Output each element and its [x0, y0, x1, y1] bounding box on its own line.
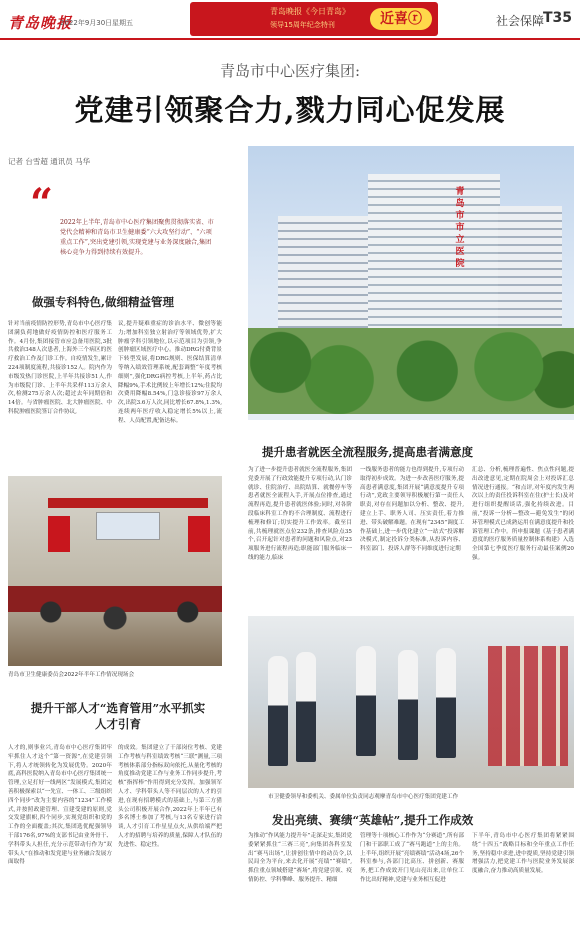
page-number: T35	[542, 10, 572, 26]
headline-kicker: 青岛市中心医疗集团:	[219, 62, 361, 80]
section-heading-talent: 提升干部人才“选育管用”水平抓实人才引育	[30, 701, 206, 731]
meeting-photo-caption: 青岛市卫生健康委员会2022年半年工作情况现场会	[8, 672, 135, 678]
section-service-col-2: 一线服务患者的能力也得到提升,专项行动取得初步成效。为进一步改善医疗服务,提高患者满意度,集团开展“满意度提升专项行动”,党政主要领导积极履行第一责任人职责,对存在问题加以分析、整改、提升,建立上手、职务人司、压实责任,着力推进、带头破解难题。在现有“2345”调度工作基础上,进一步优化建立“一站式”投诉解决模式,制定投诉分类标准,从投诉内容、科室部门、投诉人群等不同维度进行定期	[360, 467, 464, 553]
section-name: 社会保障	[495, 14, 544, 28]
section-performance-col-3: 下半年,青岛市中心医疗集团将紧紧围绕“十四五”战略目标和全年重点工作任务,坚持稳中求进,进中提质,坚持党建引领增强活力,把党建工作与医院业务发展深度融合,奋力推动高质量发展。	[472, 833, 574, 875]
hospital-sign: 青岛市市立医院	[455, 187, 465, 269]
section-service-col-1: 为了进一步提升患者就医全流程服务,集团党委开展了行政效能提升专项行动,认门诊就诊、住院治疗、出院结算、就餐停车等患者就医全流程入手,开展点位排查,通过流程再造,提升患者就医体验;同时,对各阶段临床科室工作的不合理制度、流程进行梳理和修订;切实提升工作效率。截至目前,共梳理就医点位232条,排查风险点35个,召开起针对患者的问题和风险点,对23项服务进行流程再造;职能部门服务临床一线的能力,临床	[248, 467, 352, 561]
summary-box	[24, 180, 214, 274]
section-talent-col-2: 的成效。集团建立了干部岗位考核、党建工作考核与科室绩效考核“三联”测量,三项考核体系部分指标双向依托,从量化考核的角度推动党建工作与业务工作同步提升,考核“指挥棒”作用得到充分发挥。加强领军人才、学科带头人等不同层次的人才的引进,在现有招聘模式的基础上,与第三方猎头公司积极开展合作,2022年上半年已有多名博士参加了考核,与13名专家进行洽谈,人才引育工作星星点火,从供给端严把人才的招聘与培养的质量,保障人才队伍的先进性、稳定性。	[118, 745, 222, 848]
section-talent-col-1: 人才的,则事业兴,青岛市中心医疗集团牢牢抓住人才这个“第一资源”,在党建引领下,将人才统领转化为发展优势。2020年底,高科医院纳入青岛市中心医疗集团统一管理,立足打好一线两区“发展模式,集团完善积极探索以“一先宣、一体工、三级组织 四个同步”改为主要内容的“1234”工作模式,并按照政建管理、宣建受建的原则,党交发建旗帜,四个同步,实现党组织和党的工作的全面覆盖;其次,集团选优配强领导干部176名,97%的支部书记由业务骨干、学科带头人担任,充分示范带动行作为“双带头人”在推动和发党建与业务融合发展方面取得	[8, 745, 112, 866]
quote-mark-icon: “	[30, 180, 54, 227]
meeting-photo	[8, 476, 222, 666]
anniversary-promo-banner	[190, 2, 438, 36]
section-performance-col-1: 为推动“作风能力提升年”走深走实,集团党委紧紧抓住“三赛三亮”,向集团各科室发出“赛马出场”,让拼创往情中的动员令,以民局全为平台,来去化开展“亮绩”“赛绩”,抓住重点领域搭建“赛场”,将党建引领、疫情防控、学科攀峰、服务提升、精细	[248, 833, 352, 883]
newspaper-logo: 青岛晚报	[8, 14, 73, 32]
section-heading-patient-service: 提升患者就医全流程服务,提高患者满意度	[262, 445, 474, 459]
masthead	[0, 0, 580, 40]
section-specialty-col-1: 针对当前疫情防控形势,青岛市中心医疗集团满负荷地做好疫情防控和医疗服务工作。4月份,集团接管市应急备用医院,3批共救治348人次患者,上海外三个病区的医疗救治工作及门诊工作。自疫情发生,累计224项制度流程,共接诊152人。院内作为市级发热门诊医院,上半年共接诊51人,作为市级院门诊、上半年共采样113万余人次,检测275万余人次;超过去年同期倍和14倍。与省肿瘤医院、北大肿瘤医院、中科院肿瘤医院签订合作协议,	[8, 321, 112, 415]
promo-badge: 近喜ⓡ	[370, 8, 432, 30]
summary-text: 2022年上半年,青岛市中心医疗集团聚焦贯彻落实省、市党代会精神和青岛市卫生健康委“六大攻坚行动”、“六项重点工作”,突出党建引领,实现党建与业务深度融合,集团核心竞争力得到持续有效提升。	[60, 219, 214, 256]
hospital-building-photo	[248, 146, 574, 420]
byline: 记者 台雪超 通讯员 马华	[8, 157, 91, 166]
section-service-col-3: 汇总、分析,梳理普遍性、焦点性问题,提出改进意见,定期在院周会上对投诉汇总情况进行通报。“和点评,对年度内发生两次以上的责任投诉科室在住(护士长)及对进行组织提醒谈话,强化持续改进。目前,“投诉一分析—整改—避免发生”的闭环管理模式已成熟运用在满意度提升和投诉管理工作中。所申报课题《基于患者满意度的医疗服务质量控制体系构建》入选全国第七季度医疗服务行动最佳案例20强。	[472, 467, 574, 561]
section-heading-performance: 发出亮绩、赛绩“英雄帖”,提升工作成效	[272, 813, 474, 827]
section-specialty-col-2: 议,提升疑难重症的诊治水平、微创等能力;增加科室独立射治疗等领域优势,扩大肿瘤学科引领地位,以示范项目为引领,争创肿瘤区域医疗中心。推动DRG付费背景下转型发展,将DRG规则、医保结算清单等纳入绩效管理系统,配套调整“年度考核细则”,强化DRG病控考核,上半年,药占比降幅9%,手术比例较上年增长12%;住院均次费用降幅8.54%,门急诊接诊97万余人次,出院3.6万人次,同比增长67.8%,1.3%,连续两年医疗收入稳定增长5%以上,流程、人员配置,配备达标。	[118, 321, 222, 424]
inspection-visit-photo	[248, 616, 574, 788]
visit-photo-caption: 市卫健委领导和委机关、委属单位负责同志观摩青岛市中心医疗集团党建工作	[268, 794, 459, 800]
headline: 党建引领聚合力,戮力同心促发展	[74, 93, 506, 127]
promo-line-1: 青岛晚报《今日青岛》	[270, 7, 350, 16]
section-performance-col-2: 管理等十项核心工作作为“分赛道”,所有部门和干部职工成了“赛马跑道”上的主角。上半年,组织开展“亮绩赛绩”活动4场,26个科室参与,各部门比高压、拼创新、赛服务,把工作成效开门见山亮出来,让单位工作比出好精神,党建与业务相互促进	[360, 833, 464, 883]
section-heading-specialty: 做强专科特色,做细精益管理	[32, 295, 175, 309]
promo-line-2: 领导15周年纪念特刊	[270, 21, 335, 29]
issue-weekday: 星期五	[112, 19, 133, 27]
issue-date: 2022年9月30日	[60, 19, 113, 27]
